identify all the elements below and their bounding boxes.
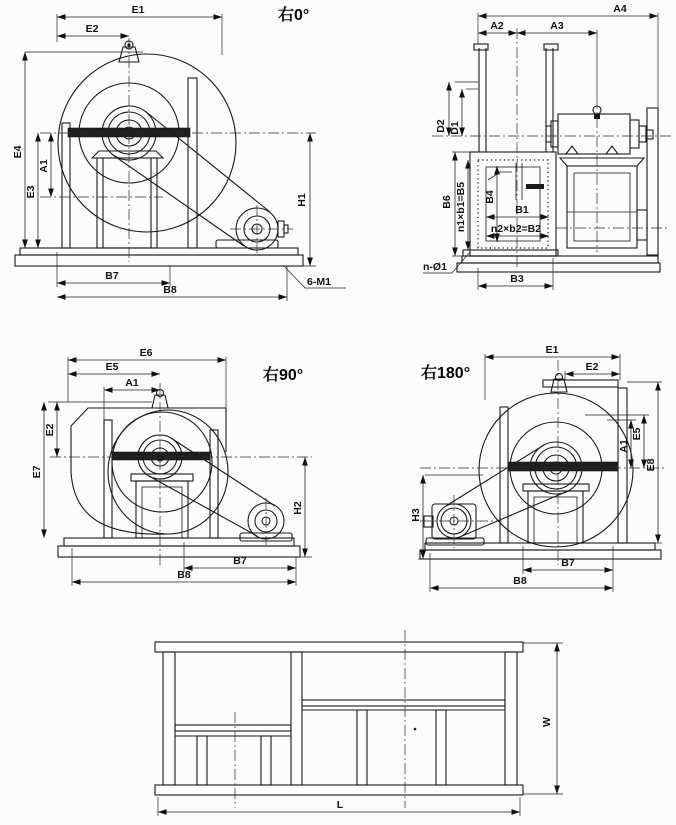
dim-label-b5: n1×b1=B5 (455, 181, 467, 233)
pedestal (97, 158, 157, 248)
dim-label-e1: E1 (545, 344, 559, 356)
view-title-right0: 右0° (278, 7, 310, 24)
view-right-0 (12, 4, 346, 301)
slide-rails (112, 452, 210, 460)
base-plate-lower (420, 550, 661, 559)
top-plate (543, 380, 618, 387)
dim-label-bolt-callout: 6-M1 (307, 276, 331, 288)
frame-top-rail (155, 642, 523, 652)
belt (149, 476, 257, 536)
motor-body (558, 114, 630, 154)
slide-rails (508, 462, 618, 471)
base-frame-drawing (155, 630, 523, 808)
frame-middle-member (291, 652, 302, 785)
dim-label-e2: E2 (585, 361, 599, 373)
right-post (618, 388, 627, 543)
dim-label-d1: D1 (449, 121, 461, 135)
frame-cross-bar (175, 725, 291, 731)
base-plate-lower (58, 546, 300, 557)
dim-label-l: L (336, 799, 344, 811)
pedestal-cap (92, 151, 163, 158)
motor-bracket (567, 166, 637, 248)
dim-label-e5: E5 (631, 427, 643, 441)
frame-stub (436, 710, 446, 785)
dim-label-d2: D2 (435, 119, 447, 133)
frame-stub (357, 710, 367, 785)
dimensions-base-frame (158, 643, 563, 816)
dim-label-w: W (541, 717, 553, 727)
dim-label-b7: B7 (105, 270, 119, 282)
dim-label-a4: A4 (613, 3, 627, 15)
dim-label-a3: A3 (550, 20, 564, 32)
motor-bracket-flange (560, 158, 644, 166)
base-plate-lower (15, 255, 303, 266)
frame-left-member (163, 652, 175, 785)
view-right-180 (410, 344, 665, 592)
belt (171, 438, 275, 506)
dim-label-holes-callout: n-Ø1 (423, 261, 447, 273)
frame-stub (261, 736, 271, 785)
view-right-90 (31, 347, 312, 586)
dim-label-b4: B4 (484, 190, 496, 204)
dim-label-a1: A1 (125, 377, 139, 389)
pedestal (528, 491, 583, 543)
dim-label-b6: B6 (441, 195, 453, 209)
dim-label-h2: H2 (292, 501, 304, 515)
base-plate-upper (425, 543, 655, 550)
pedestal-cap (131, 474, 193, 481)
frame-cross-bar (302, 700, 505, 706)
base-plate-lower (457, 263, 660, 272)
frame-right-member (505, 652, 517, 785)
right-post (210, 430, 218, 538)
dim-label-a1: A1 (618, 439, 630, 453)
dim-label-b8: B8 (177, 569, 191, 581)
dim-label-e4: E4 (12, 145, 24, 159)
base-plate-upper (20, 248, 298, 255)
dim-label-b7: B7 (561, 557, 575, 569)
volute-casing-outline (71, 408, 226, 534)
left-post (500, 407, 508, 543)
dim-label-b7: B7 (233, 555, 247, 567)
dim-label-e5: E5 (105, 361, 119, 373)
view-title-right180: 右180° (421, 365, 471, 382)
dim-label-b1: B1 (515, 204, 529, 216)
motor-foot (566, 146, 578, 154)
belt (113, 155, 244, 246)
right-post (188, 78, 197, 248)
view-base-frame (155, 630, 563, 816)
base-plate-upper (64, 538, 294, 546)
inlet-box (470, 152, 556, 256)
motor-foot (606, 146, 618, 154)
dim-label-h3: H3 (410, 508, 422, 522)
dim-label-e2: E2 (85, 23, 99, 35)
dim-label-a1: A1 (38, 159, 50, 173)
dim-label-b3: B3 (510, 273, 524, 285)
dimensions-side (423, 3, 658, 290)
frame-bottom-rail (155, 785, 523, 795)
dim-label-e6: E6 (139, 347, 153, 359)
base-plate-upper (462, 256, 658, 263)
dim-label-a2: A2 (490, 20, 504, 32)
fan-drawing-right90 (50, 383, 312, 565)
dim-label-b2: n2×b2=B2 (490, 223, 542, 235)
dim-label-e1: E1 (131, 4, 145, 16)
fan-drawing-right180 (420, 360, 665, 565)
dim-label-h1: H1 (296, 193, 308, 207)
belt (446, 445, 544, 506)
inlet-ring (112, 412, 212, 512)
dim-label-e7: E7 (31, 465, 43, 479)
pedestal-cap (523, 484, 589, 491)
frame-stub (197, 736, 207, 785)
fan-drawing-right0 (15, 38, 316, 266)
dim-label-e8: E8 (645, 458, 657, 472)
dim-label-b8: B8 (163, 284, 177, 296)
dim-label-e2: E2 (44, 423, 56, 437)
view-side (423, 3, 672, 290)
dim-label-b8: B8 (513, 575, 527, 587)
view-title-right90: 右90° (263, 367, 304, 384)
belt (145, 111, 270, 212)
dim-label-e3: E3 (25, 185, 37, 199)
